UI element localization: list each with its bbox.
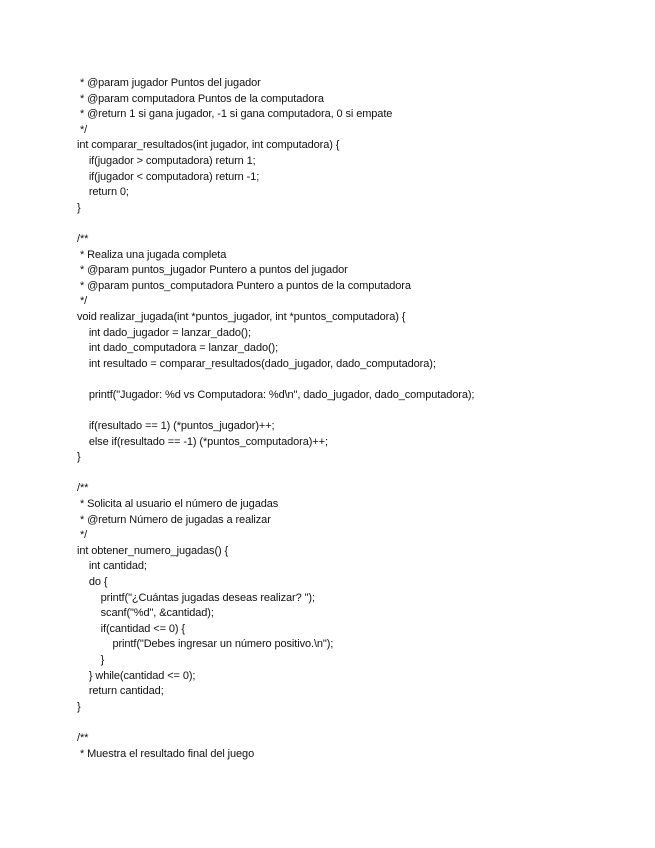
code-line: do {	[77, 576, 108, 588]
code-listing	[77, 76, 637, 762]
code-line: int resultado = comparar_resultados(dado_jugador, dado_computadora);	[77, 357, 436, 370]
code-line: return 0;	[77, 186, 129, 199]
code-line: }	[77, 201, 81, 214]
code-line: */	[77, 529, 88, 542]
code-line: * @param puntos_jugador Puntero a puntos del jugador	[77, 264, 348, 277]
code-line	[77, 403, 637, 419]
code-line: if(jugador < computadora) return -1;	[77, 170, 260, 183]
code-line: * Muestra el resultado final del juego	[77, 747, 255, 760]
code-line	[77, 715, 637, 731]
code-line: scanf("%d", &cantidad);	[77, 607, 214, 620]
code-line: int dado_jugador = lanzar_dado();	[77, 326, 251, 339]
code-line	[77, 466, 637, 482]
code-line: * @param jugador Puntos del jugador	[77, 77, 261, 89]
code-line: }	[77, 451, 81, 464]
code-line: /**	[77, 232, 89, 245]
code-line: * Solicita al usuario el número de jugadas	[77, 498, 279, 511]
code-line: if(cantidad <= 0) {	[77, 622, 185, 635]
code-line: /**	[77, 731, 89, 744]
code-line: if(jugador > computadora) return 1;	[77, 154, 256, 167]
code-line: int cantidad;	[77, 560, 147, 573]
code-line: * @return Número de jugadas a realizar	[77, 513, 271, 526]
code-line	[77, 372, 637, 388]
code-line: /**	[77, 482, 89, 495]
code-line: int obtener_numero_jugadas() {	[77, 544, 229, 557]
code-line: printf("Debes ingresar un número positivo.\n");	[77, 638, 334, 651]
code-line: return cantidad;	[77, 685, 164, 698]
code-line: }	[77, 653, 105, 666]
code-line: */	[77, 295, 88, 308]
code-line: * @param computadora Puntos de la computadora	[77, 92, 324, 105]
code-line: void realizar_jugada(int *puntos_jugador, int *puntos_computadora) {	[77, 310, 406, 323]
code-line: printf("¿Cuántas jugadas deseas realizar? ");	[77, 591, 315, 604]
code-line: } while(cantidad <= 0);	[77, 669, 196, 682]
code-line: else if(resultado == -1) (*puntos_computadora)++;	[77, 435, 328, 448]
code-line: * Realiza una jugada completa	[77, 248, 227, 261]
code-line: printf("Jugador: %d vs Computadora: %d\n", dado_jugador, dado_computadora);	[77, 388, 475, 401]
code-line: * @param puntos_computadora Puntero a puntos de la computadora	[77, 279, 411, 292]
code-line: * @return 1 si gana jugador, -1 si gana computadora, 0 si empate	[77, 108, 393, 121]
code-line: }	[77, 700, 81, 713]
code-line: if(resultado == 1) (*puntos_jugador)++;	[77, 420, 275, 433]
code-line: int comparar_resultados(int jugador, int computadora) {	[77, 139, 340, 152]
code-line: */	[77, 123, 88, 136]
code-line: int dado_computadora = lanzar_dado();	[77, 342, 279, 355]
code-line	[77, 216, 637, 232]
